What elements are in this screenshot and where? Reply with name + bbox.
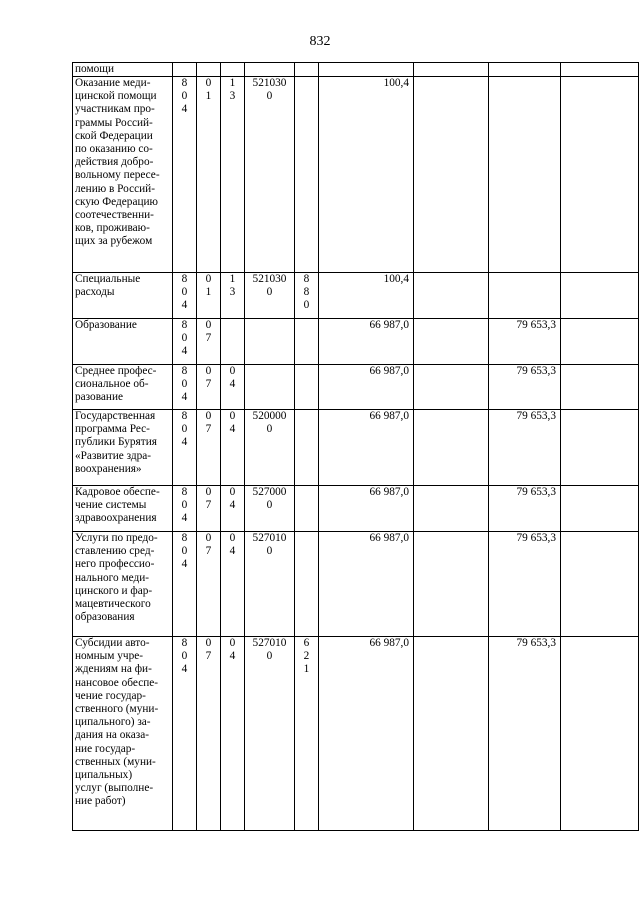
expense-type-code [295,273,319,319]
code-char: 8 [181,273,188,285]
amount-year-2 [489,273,561,319]
code-char: 1 [229,77,236,89]
code-char: 2 [303,650,310,663]
code-char: 0 [181,90,188,103]
amount-spacer [414,319,489,365]
amount-year-1: 66 987,0 [319,486,414,532]
row-name: помощи [73,63,173,77]
table-row [73,273,639,319]
amount-spacer [414,63,489,77]
amount-year-2: 79 653,3 [489,365,561,410]
code-char: 4 [229,650,236,663]
code-char: 1 [229,273,236,285]
code-char: 4 [181,345,188,358]
subsection-code [221,532,245,637]
section-code [197,273,221,319]
ministry-code [173,319,197,365]
amount-year-1: 66 987,0 [319,319,414,365]
amount-spacer [414,273,489,319]
code-char: 7 [205,650,212,663]
amount-spacer [414,365,489,410]
code-char: 3 [229,286,236,299]
code-char: 8 [181,319,188,331]
section-code [197,63,221,77]
code-char: 0 [181,378,188,391]
subsection-code [221,486,245,532]
code-char: 4 [229,378,236,391]
amount-year-1: 66 987,0 [319,532,414,637]
target-code-part: 0 [266,286,273,299]
amount-spacer [561,637,639,831]
target-code-part: 527010 [252,532,287,544]
target-code-part: 0 [266,499,273,512]
code-char: 0 [181,650,188,663]
code-char: 1 [205,286,212,299]
code-char: 4 [181,436,188,449]
ministry-code [173,486,197,532]
code-char: 4 [229,545,236,558]
code-char: 4 [181,391,188,404]
row-name: Образование [73,319,173,365]
ministry-code [173,77,197,273]
code-char: 4 [181,663,188,676]
code-char: 0 [181,545,188,558]
code-char: 8 [181,637,188,649]
amount-spacer [414,77,489,273]
target-code-part: 527000 [252,486,287,498]
amount-spacer [561,410,639,486]
amount-year-2: 79 653,3 [489,637,561,831]
subsection-code [221,273,245,319]
expense-type-code [295,410,319,486]
code-char: 7 [205,378,212,391]
code-char: 0 [181,499,188,512]
code-char: 1 [205,90,212,103]
code-char: 8 [181,77,188,89]
table-row [73,637,639,831]
amount-spacer [561,77,639,273]
target-article-code [245,637,295,831]
code-char: 8 [181,365,188,377]
code-char: 0 [229,410,236,422]
target-article-code [245,63,295,77]
code-char: 0 [205,532,212,544]
code-char: 1 [303,663,310,676]
amount-year-2: 79 653,3 [489,532,561,637]
amount-spacer [414,410,489,486]
code-char: 3 [229,90,236,103]
amount-year-2 [489,77,561,273]
amount-year-2 [489,63,561,77]
target-code-part: 0 [266,90,273,103]
table-row [73,319,639,365]
code-char: 7 [205,332,212,345]
code-char: 4 [181,103,188,116]
section-code [197,532,221,637]
amount-spacer [561,273,639,319]
subsection-code [221,410,245,486]
code-char: 0 [229,637,236,649]
amount-year-1: 66 987,0 [319,637,414,831]
table-row [73,77,639,273]
code-char: 0 [181,423,188,436]
section-code [197,319,221,365]
code-char: 0 [205,319,212,331]
target-code-part: 0 [266,423,273,436]
table-row [73,532,639,637]
code-char: 8 [181,486,188,498]
subsection-code [221,637,245,831]
amount-spacer [561,63,639,77]
code-char: 0 [229,486,236,498]
amount-spacer [561,365,639,410]
target-article-code [245,365,295,410]
target-article-code [245,486,295,532]
target-code-part: 0 [266,650,273,663]
ministry-code [173,410,197,486]
row-name: Субсидии авто- номным учре- ждениям на фи- нансовое обеспе- чение государ- ственного (муни- ципального) за- дания на оказа- ние государ- ственных (муни- ципальных) услуг (выполне- ние работ) [73,637,173,831]
code-char: 0 [181,332,188,345]
section-code [197,637,221,831]
code-char: 8 [181,410,188,422]
row-name: Государственная программа Рес- публики Бурятия «Развитие здра- воохранения» [73,410,173,486]
amount-year-1 [319,63,414,77]
code-char: 7 [205,545,212,558]
amount-spacer [414,637,489,831]
expense-type-code [295,365,319,410]
amount-year-1: 100,4 [319,77,414,273]
expense-type-code [295,319,319,365]
code-char: 8 [181,532,188,544]
code-char: 7 [205,423,212,436]
amount-spacer [414,486,489,532]
code-char: 4 [229,499,236,512]
amount-year-2: 79 653,3 [489,486,561,532]
target-article-code [245,410,295,486]
target-code-part: 527010 [252,637,287,649]
ministry-code [173,532,197,637]
code-char: 0 [205,637,212,649]
target-article-code [245,273,295,319]
subsection-code [221,77,245,273]
ministry-code [173,63,197,77]
amount-spacer [561,532,639,637]
target-code-part: 521030 [252,77,287,89]
subsection-code [221,365,245,410]
subsection-code [221,319,245,365]
target-code-part: 521030 [252,273,287,285]
code-char: 4 [181,299,188,312]
expense-type-code [295,63,319,77]
amount-year-2: 79 653,3 [489,410,561,486]
target-code-part: 0 [266,545,273,558]
amount-year-1: 66 987,0 [319,410,414,486]
ministry-code [173,273,197,319]
section-code [197,486,221,532]
code-char: 0 [205,273,212,285]
amount-spacer [414,532,489,637]
row-name: Услуги по предо- ставлению сред- него профессио- нального меди- цинского и фар- мацевтического образования [73,532,173,637]
code-char: 7 [205,499,212,512]
code-char: 0 [205,77,212,89]
amount-spacer [561,486,639,532]
target-code-part: 520000 [252,410,287,422]
expense-type-code [295,637,319,831]
row-name: Среднее профес- сиональное об- разование [73,365,173,410]
target-article-code [245,319,295,365]
table-row [73,486,639,532]
table-row [73,365,639,410]
table-row [73,410,639,486]
section-code [197,365,221,410]
code-char: 0 [229,532,236,544]
row-name: Оказание меди- цинской помощи участникам про- граммы Россий- ской Федерации по оказанию со- действия добро- вольному пересе- лению в Россий- скую Федерацию соотечественни- ков, проживаю- щих за рубежом [73,77,173,273]
ministry-code [173,637,197,831]
code-char: 4 [181,558,188,571]
code-char: 4 [181,512,188,525]
code-char: 6 [303,637,310,649]
code-char: 0 [205,410,212,422]
code-char: 0 [205,486,212,498]
amount-year-1: 66 987,0 [319,365,414,410]
section-code [197,77,221,273]
amount-year-2: 79 653,3 [489,319,561,365]
code-char: 0 [205,365,212,377]
row-name: Кадровое обеспе- чение системы здравоохранения [73,486,173,532]
code-char: 0 [303,299,310,312]
code-char: 4 [229,423,236,436]
code-char: 0 [229,365,236,377]
section-code [197,410,221,486]
page-number: 832 [309,34,331,49]
code-char: 8 [303,273,310,285]
budget-table [72,62,639,831]
expense-type-code [295,77,319,273]
row-name: Специальные расходы [73,273,173,319]
code-char: 8 [303,286,310,299]
target-article-code [245,532,295,637]
amount-spacer [561,319,639,365]
table-row [73,63,639,77]
subsection-code [221,63,245,77]
expense-type-code [295,532,319,637]
amount-year-1: 100,4 [319,273,414,319]
expense-type-code [295,486,319,532]
target-article-code [245,77,295,273]
code-char: 0 [181,286,188,299]
ministry-code [173,365,197,410]
